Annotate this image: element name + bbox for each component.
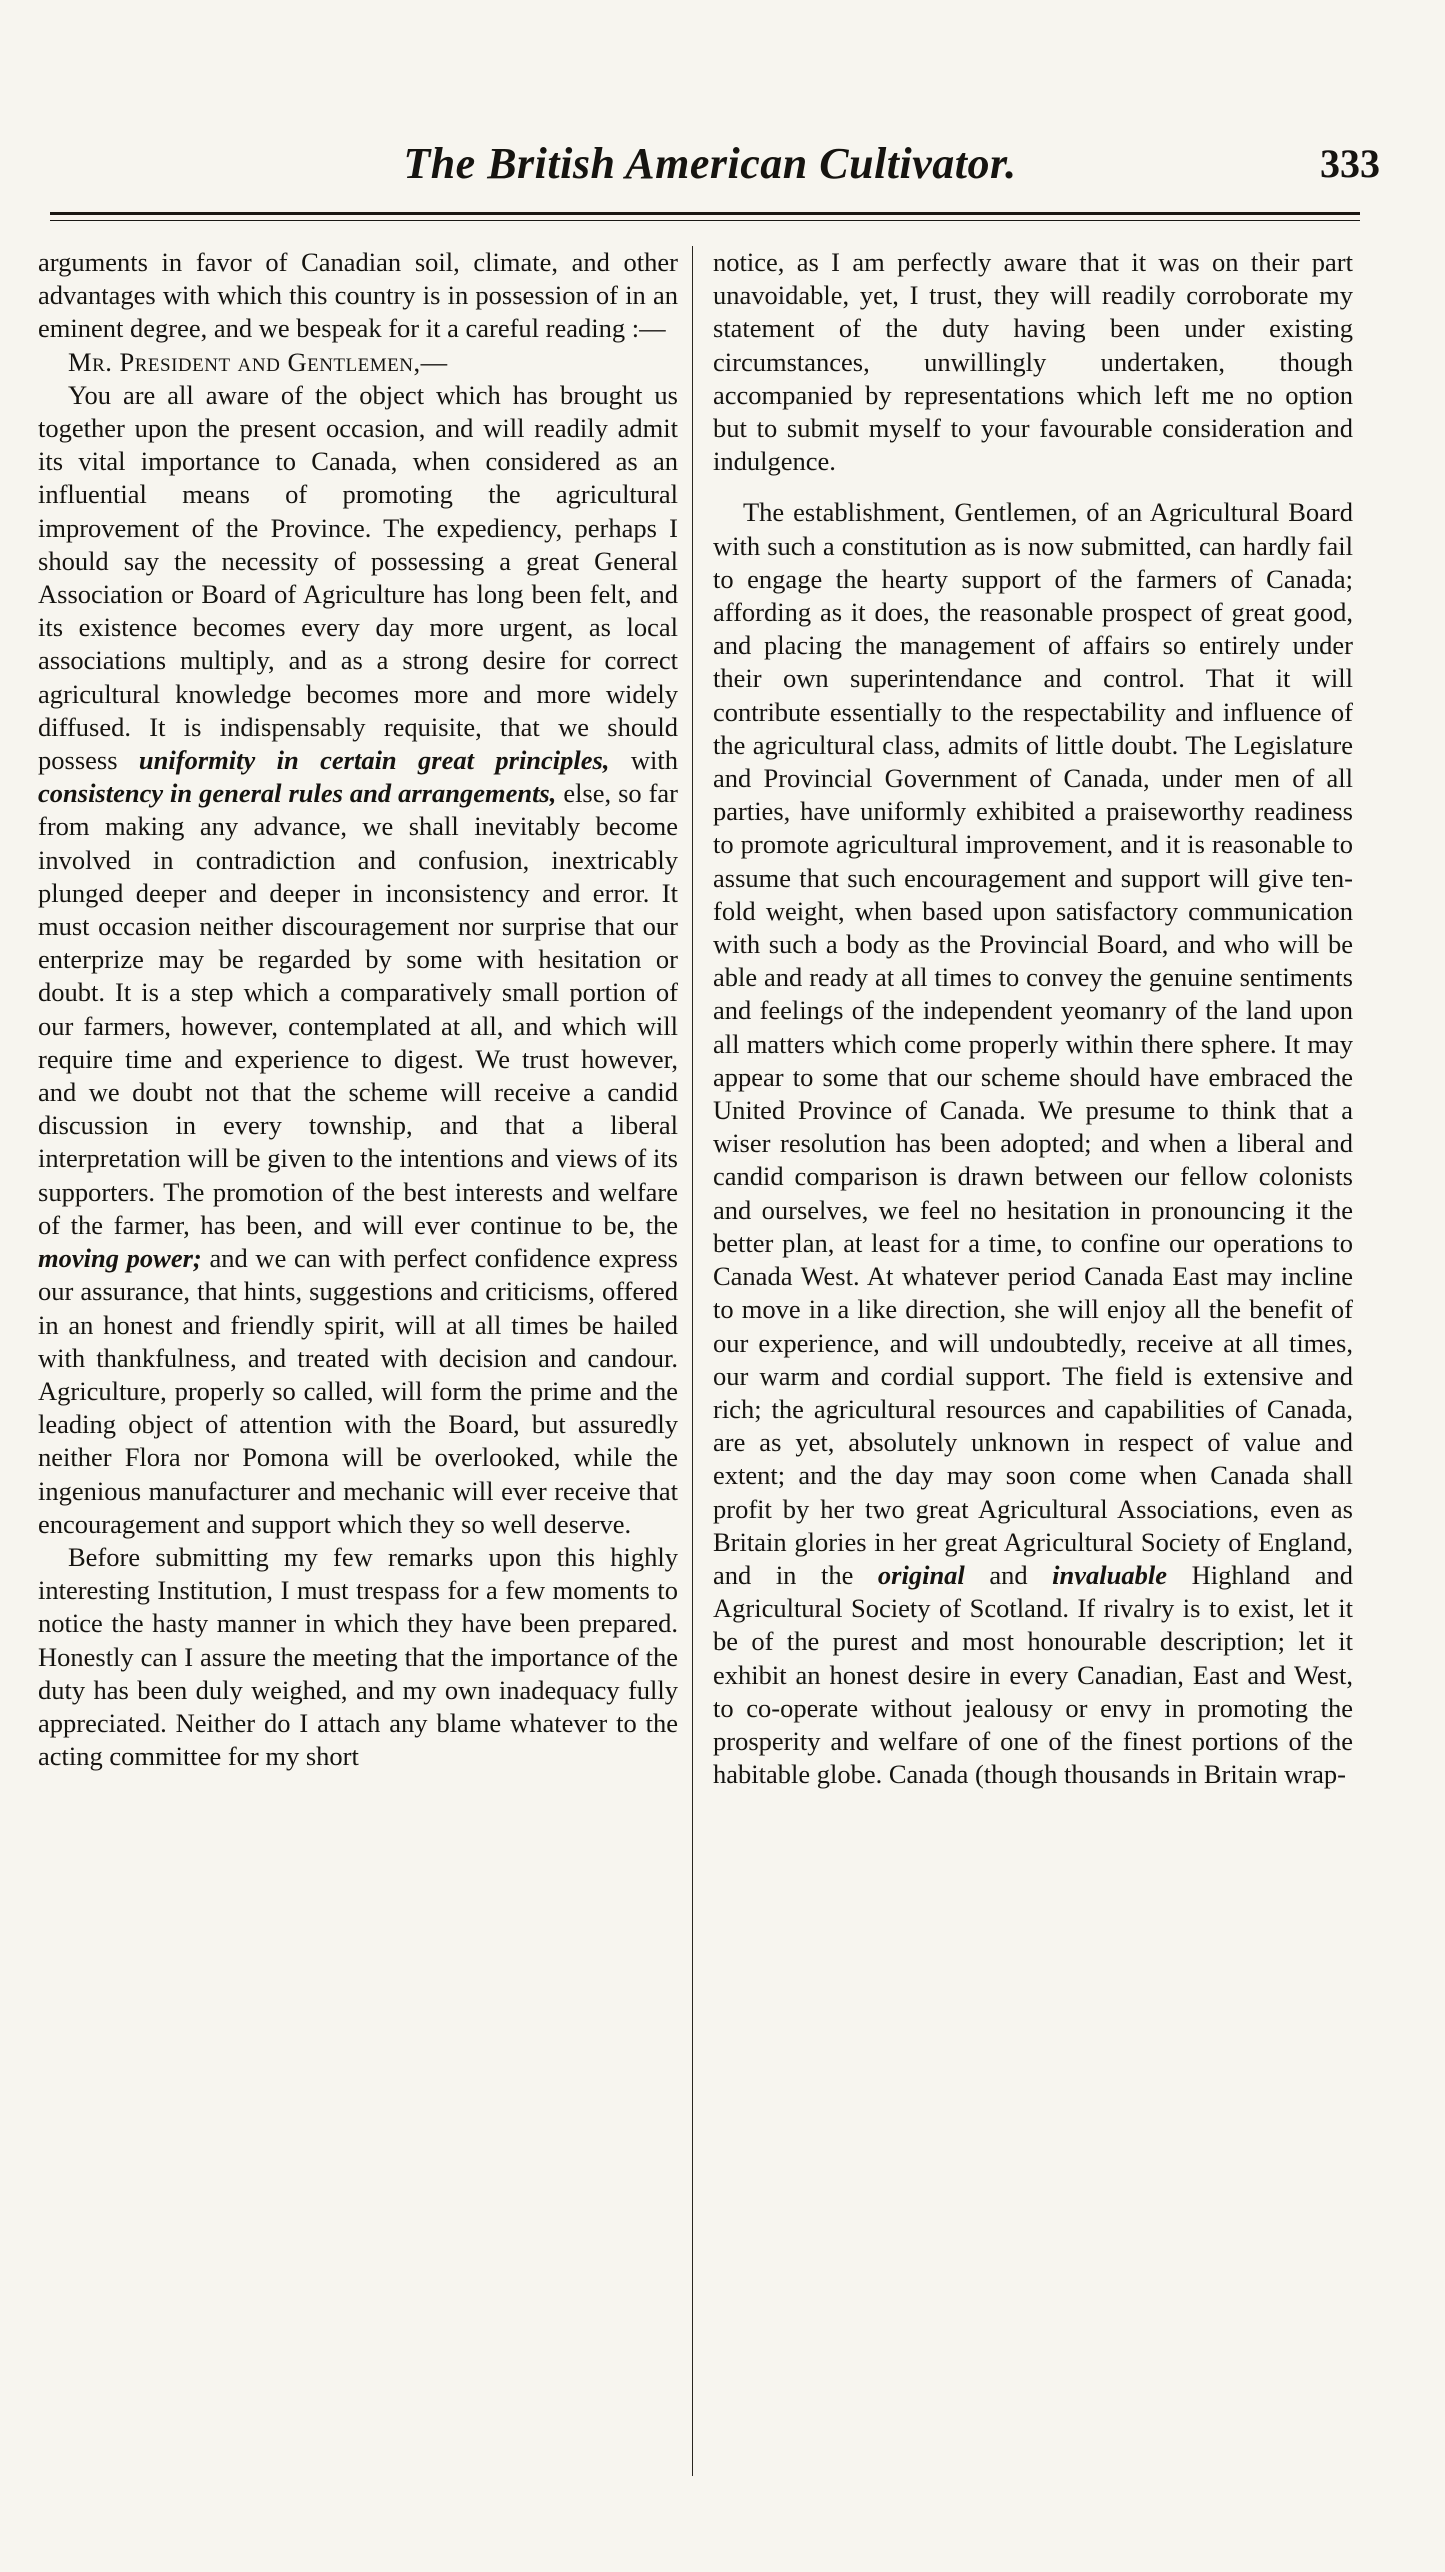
emphasis-text: original: [877, 1559, 965, 1590]
text-run: and we can with perfect confidence express our assurance, that hints, suggestions and criticisms, offered in an honest and friendly spirit, will at all times be hailed with thankfulness, and treated with decision and candour. Agriculture, properly so called, will form the prime and the leading object of attention with the Board, but assuredly neither Flora nor Pomona will be overlooked, while the ingenious manufacturer and mechanic will ever receive that encouragement and support which they so well deserve.: [38, 1243, 678, 1539]
emphasis-text: moving power;: [38, 1243, 202, 1274]
column-divider: [692, 246, 693, 2476]
emphasis-text: consistency in general rules and arrangements,: [38, 778, 557, 809]
text-run: You are all aware of the object which has brought us together upon the present occasion, and will readily admit its vital importance to Canada, when considered as an influential means of promoting the agricultural improvement of the Province. The expediency, perhaps I should say the necessity of possessing a great General Association or Board of Agriculture has long been felt, and its existence becomes every day more urgent, as local associations multiply, and as a strong desire for correct agricultural knowledge becomes more and more widely diffused. It is indispensably requisite, that we should possess: [38, 379, 678, 776]
text-run: Highland and Agricultural Society of Scotland. If rivalry is to exist, let it be of the purest and most honourable description; let it exhibit an honest desire in every Canadian, East and West, to co-operate without jealousy or envy in promoting the prosperity and welfare of one of the finest portions of the habitable globe. Canada (though thousands in Britain wrap-: [713, 1559, 1354, 1790]
header-rule-thick: [50, 212, 1360, 215]
text-run: The establishment, Gentlemen, of an Agricultural Board with such a constitution as is now submitted, can hardly fail to engage the hearty support of the farmers of Canada; affording as it does, the reasonable prospect of great good, and placing the management of affairs so entirely under their own superintendance and control. That it will contribute essentially to the respectability and influence of the agricultural class, admits of little doubt. The Legislature and Provincial Government of Canada, under men of all parties, have uniformly exhibited a praiseworthy readiness to promote agricultural improvement, and it is reasonable to assume that such encouragement and support will give ten-fold weight, when based upon satisfactory communication with such a body as the Provincial Board, and who will be able and ready at all times to convey the genuine sentiments and feelings of the independent yeomanry of the land upon all matters which come properly within there sphere. It may appear to some that our scheme should have embraced the United Province of Canada. We presume to think that a wiser resolution has been adopted; and when a liberal and candid comparison is drawn between our fellow colonists and ourselves, we feel no hesitation in pronouncing it the better plan, at least for a time, to confine our operations to Canada West. At whatever period Canada East may incline to move in a like direction, she will enjoy all the benefit of our experience, and will undoubtedly, receive at all times, our warm and cordial support. The field is extensive and rich; the agricultural resources and capabilities of Canada, are as yet, absolutely unknown in respect of value and extent; and the day may soon come when Canada shall profit by her two great Agricultural Associations, even as Britain glories in her great Agricultural Society of England, and in the: [713, 497, 1353, 1590]
page-header: [40, 130, 1380, 200]
left-column: [38, 246, 678, 2481]
text-run: and: [964, 1559, 1053, 1590]
emphasis-text: invaluable: [1052, 1559, 1168, 1590]
salutation: Mr. President and Gentlemen,—: [68, 346, 448, 377]
body-paragraph: Before submitting my few remarks upon this highly interesting Institution, I must trespass for a few moments to notice the hasty manner in which they have been prepared. Honestly can I assure the meeting that the importance of the duty has been duly weighed, and my own inadequacy fully appreciated. Neither do I attach any blame whatever to the acting committee for my short: [38, 1541, 678, 1772]
running-title: The British American Cultivator.: [403, 139, 1017, 188]
emphasis-text: uniformity in certain great principles,: [138, 745, 610, 776]
text-run: with: [609, 745, 678, 776]
text-run: else, so far from making any advance, we shall inevitably become involved in contradiction and confusion, inextricably plunged deeper and deeper in inconsistency and error. It must occasion neither discouragement nor surprise that our enterprize may be regarded by some with hesitation or doubt. It is a step which a comparatively small portion of our farmers, however, contemplated at all, and which will require time and experience to digest. We trust however, and we doubt not that the scheme will receive a candid discussion in every township, and that a liberal interpretation will be given to the intentions and views of its supporters. The promotion of the best interests and welfare of the farmer, has been, and will ever continue to be, the: [38, 778, 678, 1240]
body-paragraph: [713, 496, 1353, 1791]
header-rule-thin: [50, 220, 1360, 221]
continued-paragraph: notice, as I am perfectly aware that it was on their part unavoidable, yet, I trust, they will readily corroborate my statement of the duty having been under existing circumstances, unwillingly undertaken, though accompanied by representations which left me no option but to submit myself to your favourable consideration and indulgence.: [713, 247, 1353, 477]
intro-paragraph: arguments in favor of Canadian soil, climate, and other advantages with which this country is in possession of in an eminent degree, and we bespeak for it a careful reading :—: [38, 247, 678, 344]
body-paragraph: [38, 379, 678, 1541]
page-number: 333: [1320, 141, 1380, 186]
right-column: [713, 246, 1353, 2481]
